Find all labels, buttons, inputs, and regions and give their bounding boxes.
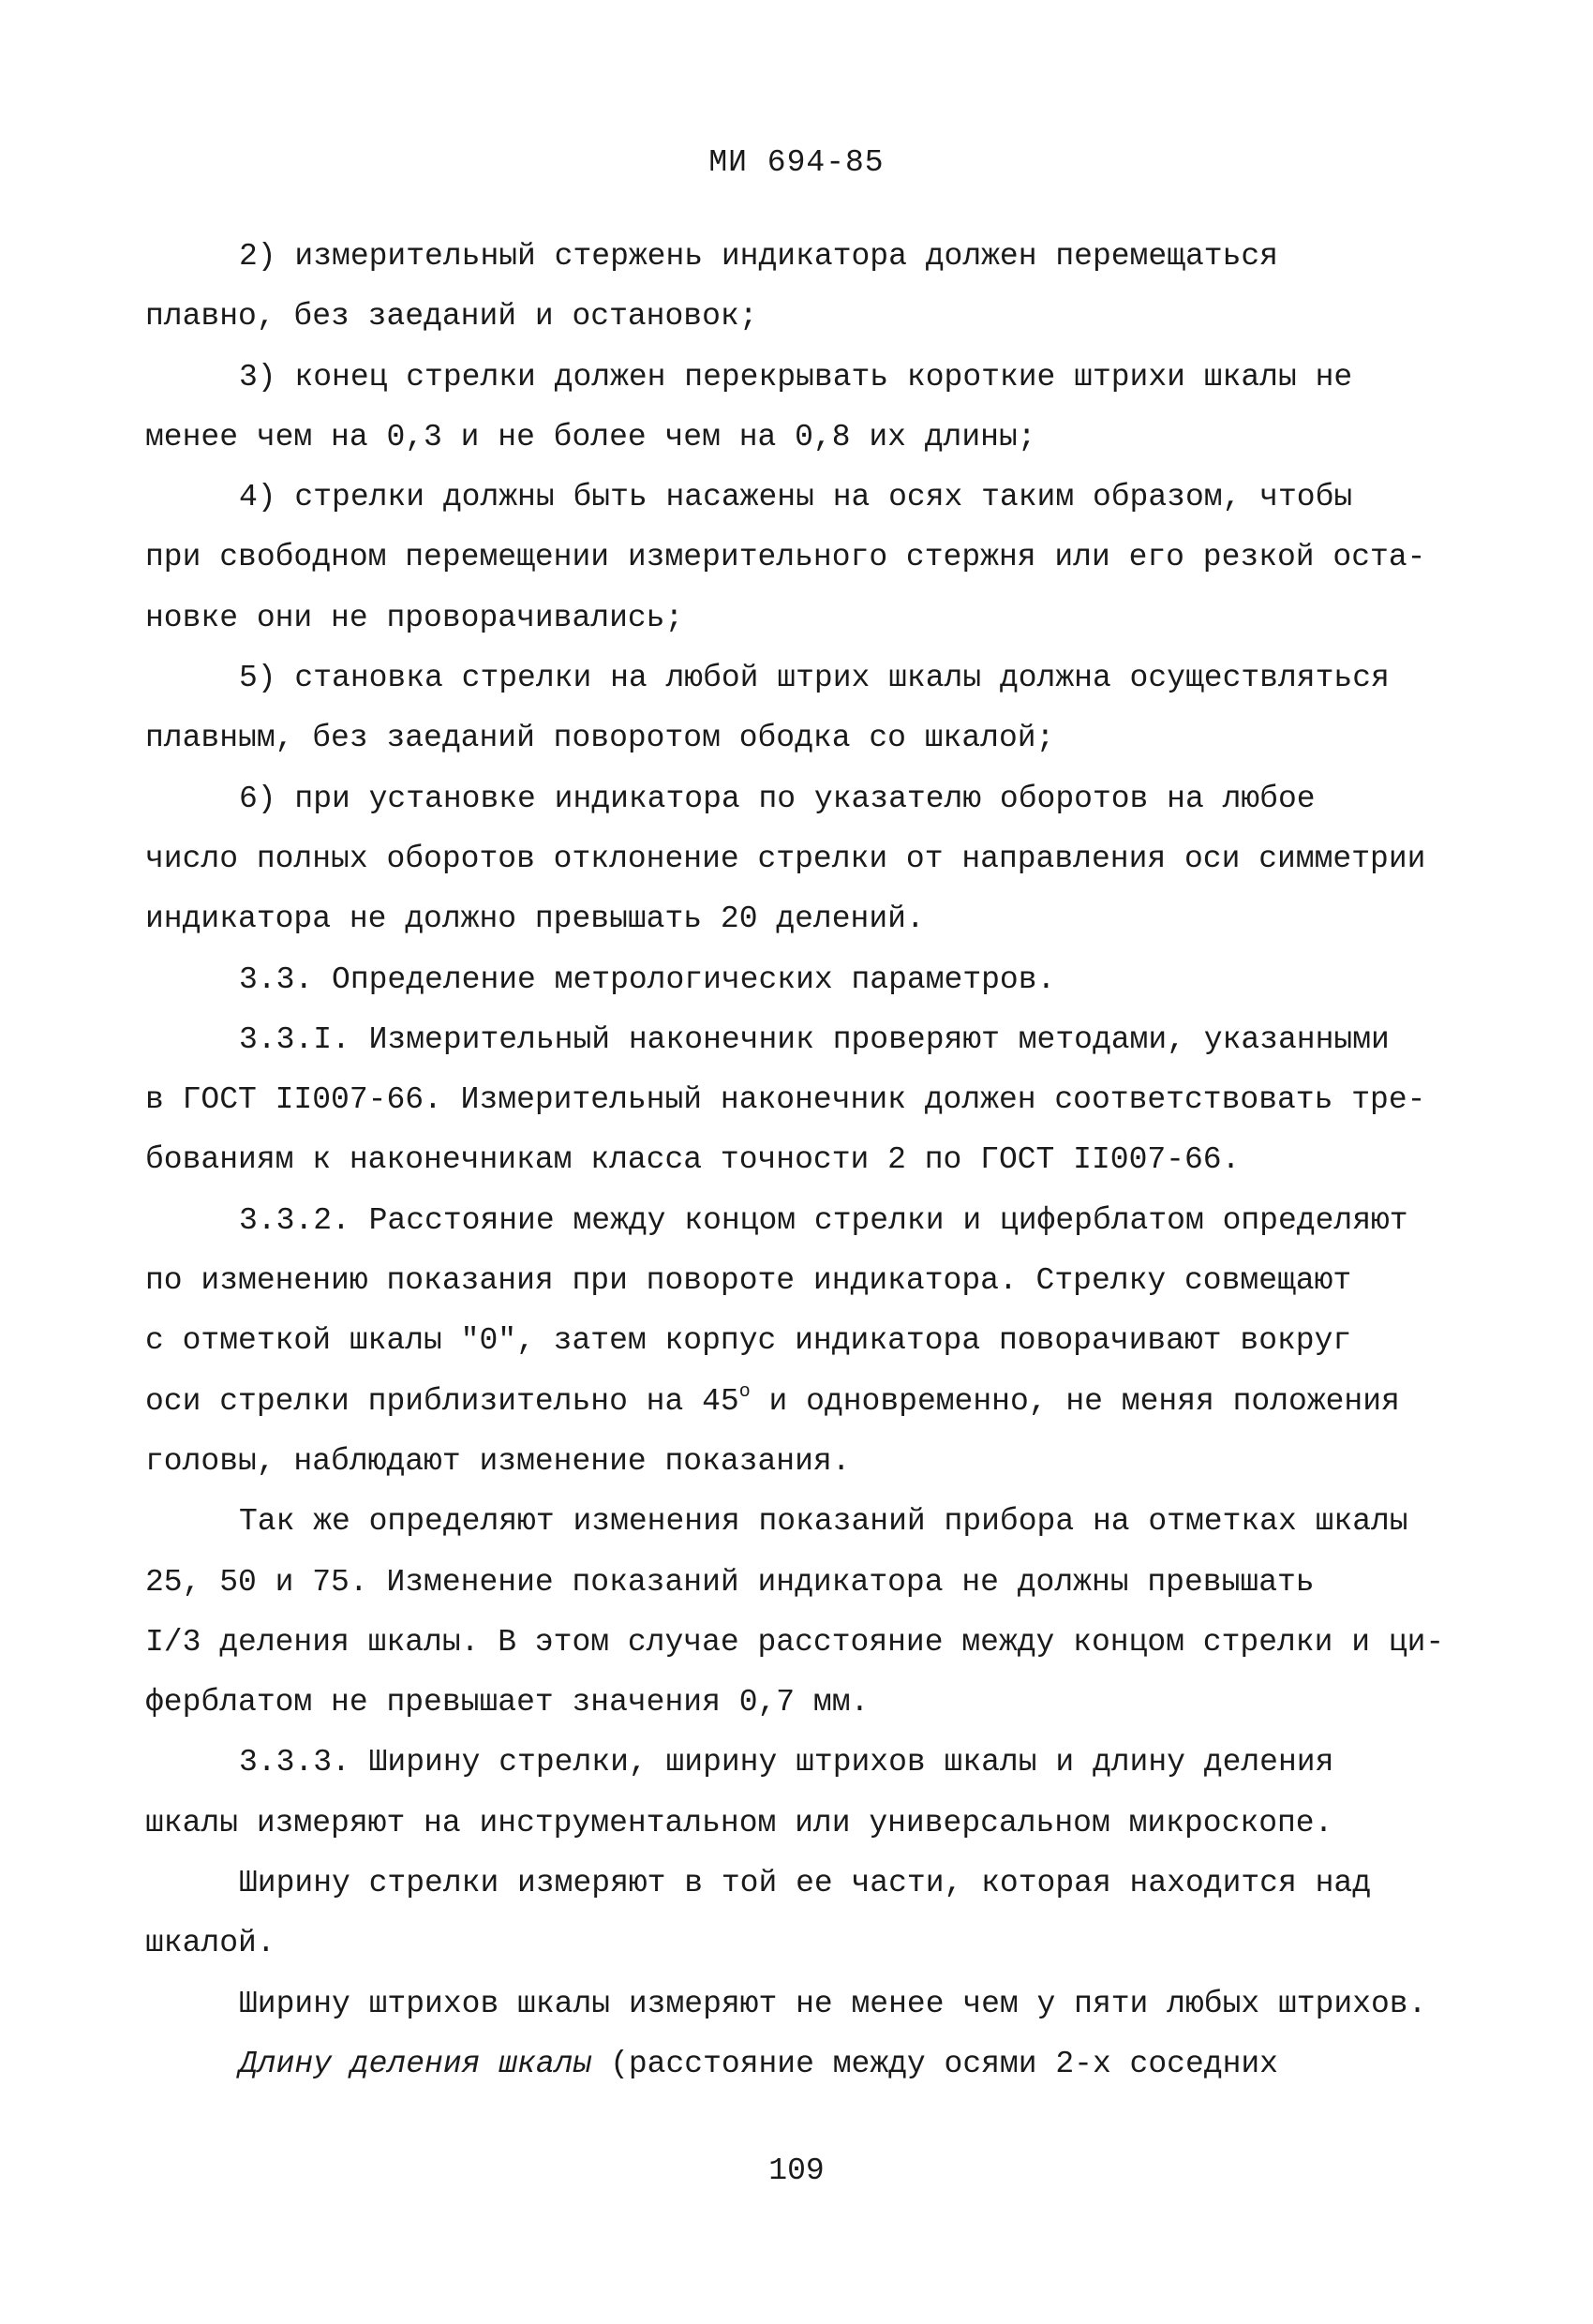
text-line: головы, наблюдают изменение показания.: [145, 1443, 851, 1479]
text-line: 6) при установке индикатора по указателю оборотов на любое: [239, 781, 1316, 816]
text-line: новке они не проворачивались;: [145, 600, 684, 635]
italic-segment: Длину деления шкалы: [239, 2046, 592, 2081]
text-line: Ширину стрелки измеряют в той ее части, которая находится над: [239, 1866, 1371, 1901]
document-body: [145, 227, 1457, 2094]
text-line: плавным, без заеданий поворотом ободка со шкалой;: [145, 721, 1055, 756]
text-line: I/3 деления шкалы. В этом случае расстояние между концом стрелки и ци-: [145, 1624, 1445, 1660]
text-line: [145, 1372, 1457, 1432]
text-line: число полных оборотов отклонение стрелки от направления оси симметрии: [145, 841, 1426, 876]
text-line: шкалой.: [145, 1926, 275, 1961]
text-segment: оси стрелки приблизительно на 45: [145, 1383, 739, 1419]
document-header: МИ 694-85: [708, 145, 885, 180]
text-line: 3.3.I. Измерительный наконечник проверяют методами, указанными: [239, 1021, 1390, 1057]
page-number: 109: [768, 2153, 825, 2188]
text-line: 2) измерительный стержень индикатора должен перемещаться: [239, 239, 1278, 274]
text-line: 3) конец стрелки должен перекрывать короткие штрихи шкалы не: [239, 359, 1353, 395]
section-heading: 3.3. Определение метрологических параметров.: [239, 961, 1056, 997]
text-line: при свободном перемещении измерительного стержня или его резкой оста-: [145, 540, 1426, 575]
text-line: в ГОСТ II007-66. Измерительный наконечник должен соответствовать тре-: [145, 1082, 1426, 1118]
text-segment: (расстояние между осями 2-х соседних: [591, 2046, 1278, 2081]
text-line: менее чем на 0,3 и не более чем на 0,8 их длины;: [145, 419, 1036, 454]
text-segment: и одновременно, не меняя положения: [750, 1383, 1400, 1419]
text-line: с отметкой шкалы "0", затем корпус индикатора поворачивают вокруг: [145, 1323, 1352, 1359]
text-line: индикатора не должно превышать 20 делений.: [145, 901, 925, 937]
text-line: бованиям к наконечникам класса точности 2 по ГОСТ II007-66.: [145, 1142, 1241, 1178]
text-line: шкалы измеряют на инструментальном или универсальном микроскопе.: [145, 1805, 1333, 1840]
text-line: 3.3.3. Ширину стрелки, ширину штрихов шкалы и длину деления: [239, 1745, 1334, 1780]
text-line: плавно, без заеданий и остановок;: [145, 299, 758, 335]
text-line: [145, 2034, 1457, 2094]
degree-superscript: о: [738, 1380, 751, 1403]
text-line: 4) стрелки должны быть насажены на осях таким образом, чтобы: [239, 480, 1353, 515]
text-line: 5) становка стрелки на любой штрих шкалы должна осуществляться: [239, 661, 1390, 696]
text-line: 3.3.2. Расстояние между концом стрелки и циферблатом определяют: [239, 1202, 1408, 1238]
text-line: 25, 50 и 75. Изменение показаний индикатора не должны превышать: [145, 1564, 1315, 1600]
text-line: по изменению показания при повороте индикатора. Стрелку совмещают: [145, 1263, 1352, 1299]
text-line: Ширину штрихов шкалы измеряют не менее чем у пяти любых штрихов.: [239, 1986, 1427, 2021]
text-line: Так же определяют изменения показаний прибора на отметках шкалы: [239, 1504, 1408, 1540]
text-line: ферблатом не превышает значения 0,7 мм.: [145, 1685, 870, 1721]
